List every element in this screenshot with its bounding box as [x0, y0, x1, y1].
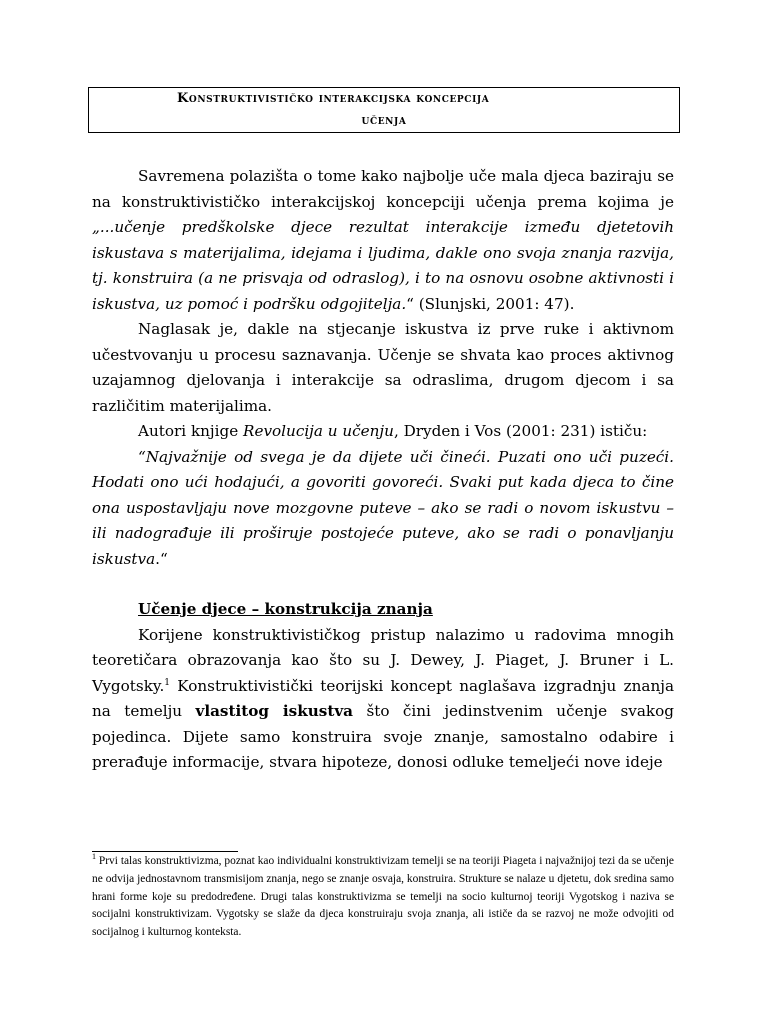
paragraph-5-part-a: Korijene konstruktivističkog pristup nalazimo u radovima mnogih teoretičara obrazovanja kao što su J. Dewey, J. Piaget, J. Bruner i L. Vygotsky. [92, 625, 674, 695]
paragraph-1-citation: “ (Slunjski, 2001: 47). [406, 294, 575, 313]
paragraph-3 [92, 419, 674, 445]
quote-text: “Najvažnije od svega je da dijete uči čineći. Puzati ono uči puzeći. Hodati ono ući hodajući, a govoriti govoreći. Svaki put kada djeca to čine ona uspostavljaju nove mozgovne puteve – ako se radi o novom iskustvu – ili nadograđuje ili proširuje postojeće puteve, ako se radi o ponavljanju iskustva [92, 447, 674, 568]
title-line-2: učenja [361, 113, 407, 128]
footnote [92, 853, 674, 942]
paragraph-1 [92, 164, 674, 317]
paragraph-5-part-b: Konstruktivistički teorijski koncept naglašava izgradnju znanja na temelju [92, 676, 674, 720]
title-box [88, 87, 680, 133]
footnote-text: Prvi talas konstruktivizma, poznat kao individualni konstruktivizam temelji se na teoriji Piageta i najvažnijoj tezi da se učenje ne odvija jednostavnom transmisijom znanja, nego se znanje osvaja, konstruira. Strukture se nalaze u djetetu, dok sredina samo hrani forme koje su predodređene. Drugi talas konstruktivizma se temelji na socio kulturnoj teoriji Vygotskog i naziva se socijalni konstruktivizam. Vygotsky se slaže da djeca konstruiraju svoja znanja, ali ističe da se razvoj ne može odvojiti od socijalnog i kulturnog konteksta. [92, 855, 674, 939]
spacer [92, 572, 674, 597]
quote-end: .“ [155, 549, 168, 568]
footnote-marker: 1 [92, 852, 96, 862]
paragraph-5 [92, 623, 674, 776]
paragraph-2: Naglasak je, dakle na stjecanje iskustva iz prve ruke i aktivnom učestvovanju u procesu saznavanja. Učenje se shvata kao proces aktivnog uzajamnog djelovanja i interakcije sa odraslima, drugom djecom i sa različitim materijalima. [92, 320, 674, 415]
book-title: Revolucija u učenju [243, 422, 394, 440]
footnote-separator [92, 851, 238, 852]
paragraph-3-post: , Dryden i Vos (2001: 231) ističu: [393, 422, 648, 440]
paragraph-1-quote: „...učenje predškolske djece rezultat interakcije između djetetovih iskustava s materijalima, idejama i ljudima, dakle ono svoja znanja razvija, tj. konstruira (a ne prisvaja od odraslog), i to na osnovu osobne aktivnosti i iskustva, uz pomoć i podršku odgojitelja. [92, 218, 674, 313]
paragraph-3-pre: Autori knjige [138, 422, 244, 440]
paragraph-5-part-c: što čini jedinstvenim učenje svakog pojedinca. Dijete samo konstruira svoje znanje, samostalno odabire i prerađuje informacije, stvara hipoteze, donosi odluke temeljeći nove ideje [92, 702, 674, 771]
paragraph-1-intro: Savremena polazišta o tome kako najbolje uče mala djeca baziraju se na konstruktivističko interakcijskoj koncepciji učenja prema kojima je [92, 167, 674, 211]
title-line-1: Konstruktivističko interakcijska koncepcija [177, 91, 490, 106]
paragraph-4-quote [92, 445, 674, 573]
emphasis-bold: vlastitog iskustva [195, 702, 354, 720]
body-text [92, 164, 674, 776]
section-heading: Učenje djece – konstrukcija znanja [138, 600, 433, 618]
footnote-reference[interactable]: 1 [164, 677, 171, 688]
section-heading-paragraph [92, 597, 674, 623]
